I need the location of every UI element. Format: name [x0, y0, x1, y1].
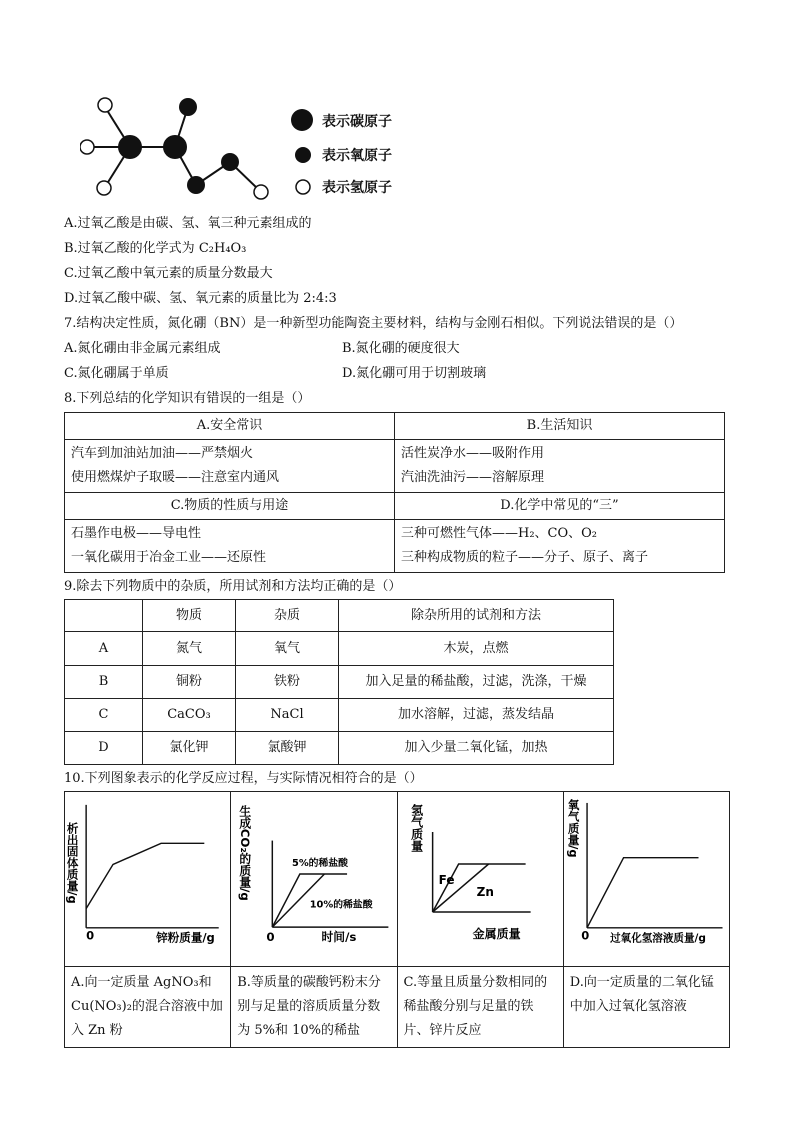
q9-cell: A: [65, 632, 143, 666]
molecule-diagram: [80, 92, 280, 202]
graph-b: [231, 792, 396, 958]
legend-oxygen-label: 表示氧原子: [322, 148, 392, 164]
graph-c-cell: [397, 792, 563, 967]
q6-option-d: D.过氧乙酸中碳、氢、氧元素的质量比为 2:4:3: [64, 291, 337, 306]
q8-table: [64, 412, 725, 573]
q9-cell: CaCO₃: [143, 699, 236, 732]
q6-option-b: B.过氧乙酸的化学式为 C₂H₄O₃: [64, 241, 247, 256]
legend-carbon-label: 表示碳原子: [322, 114, 392, 130]
graph-d-caption: D.向一定质量的二氧化锰中加入过氧化氢溶液: [563, 967, 729, 1048]
q9-cell: 铜粉: [143, 666, 236, 699]
q9-header: [65, 600, 143, 632]
oxygen-atom: [187, 176, 205, 194]
graph-a-ylabel: 析出固体质量/g: [65, 822, 80, 904]
graph-c: [398, 792, 563, 958]
oxygen-atom: [179, 98, 197, 116]
q9-cell: NaCl: [236, 699, 339, 732]
q8-stem: 8.下列总结的化学知识有错误的一组是（）: [64, 391, 311, 406]
graph-a-caption: A.向一定质量 AgNO₃和 Cu(NO₃)₂的混合溶液中加入 Zn 粉: [65, 967, 231, 1048]
graph-d: [564, 792, 729, 958]
carbon-atom: [163, 135, 187, 159]
q9-cell: 木炭，点燃: [339, 632, 614, 666]
q8-cell-b-title: B.生活知识: [395, 413, 725, 440]
q8-cell-b-line: 活性炭净水——吸附作用: [401, 446, 545, 461]
graph-a: [65, 792, 230, 958]
q7-option-c: C.氮化硼属于单质: [64, 366, 169, 381]
q8-cell-a-line: 汽车到加油站加油——严禁烟火: [71, 446, 254, 461]
graph-c-caption: C.等量且质量分数相同的稀盐酸分别与足量的铁片、锌片反应: [397, 967, 563, 1048]
oxygen-atom: [221, 153, 239, 171]
hydrogen-atom: [254, 185, 268, 199]
graph-d-cell: [563, 792, 729, 967]
q9-cell: 氯化钾: [143, 732, 236, 765]
q9-cell: 铁粉: [236, 666, 339, 699]
q8-cell-c-line: 一氧化碳用于冶金工业——还原性: [71, 550, 267, 565]
q9-header: 除杂所用的试剂和方法: [339, 600, 614, 632]
graph-b-series-label: 5%的稀盐酸: [292, 858, 349, 870]
graph-c-series-label: Fe: [438, 873, 454, 887]
q9-cell: D: [65, 732, 143, 765]
q9-cell: 氮气: [143, 632, 236, 666]
q9-header: 物质: [143, 600, 236, 632]
q7-option-d: D.氮化硼可用于切割玻璃: [342, 366, 487, 381]
q9-stem: 9.除去下列物质中的杂质，所用试剂和方法均正确的是（）: [64, 579, 402, 594]
graph-d-xlabel: 过氧化氢溶液质量/g: [609, 932, 706, 945]
q8-cell-a-line: 使用燃煤炉子取暖——注意室内通风: [71, 470, 280, 485]
q9-cell: 加入少量二氧化锰，加热: [339, 732, 614, 765]
legend-oxygen-icon: [293, 145, 313, 165]
q8-cell-c-line: 石墨作电极——导电性: [71, 526, 202, 541]
graph-a-cell: [65, 792, 231, 967]
q8-cell-d-title: D.化学中常见的“三”: [395, 493, 725, 520]
q10-stem: 10.下列图象表示的化学反应过程，与实际情况相符合的是（）: [64, 771, 423, 786]
q9-table: [64, 599, 614, 765]
hydrogen-atom: [80, 140, 94, 154]
graph-b-origin: 0: [266, 929, 275, 944]
graph-c-xlabel: 金属质量: [472, 927, 521, 941]
graph-a-xlabel: 锌粉质量/g: [156, 930, 215, 945]
q10-table: [64, 791, 730, 1048]
graph-d-origin: 0: [581, 928, 590, 943]
q6-option-c: C.过氧乙酸中氧元素的质量分数最大: [64, 266, 273, 281]
q8-cell-a-title: A.安全常识: [65, 413, 395, 440]
q7-option-a: A.氮化硼由非金属元素组成: [64, 341, 221, 356]
legend-hydrogen-label: 表示氢原子: [322, 180, 392, 196]
legend-hydrogen-icon: [294, 178, 312, 196]
q9-header: 杂质: [236, 600, 339, 632]
q8-cell-c-title: C.物质的性质与用途: [65, 493, 395, 520]
q8-cell-b-line: 汽油洗油污——溶解原理: [401, 470, 545, 485]
q9-cell: C: [65, 699, 143, 732]
hydrogen-atom: [98, 98, 112, 112]
q7-stem: 7.结构决定性质，氮化硼（BN）是一种新型功能陶瓷主要材料，结构与金刚石相似。下列说法错误的是（）: [64, 316, 683, 331]
graph-b-caption: B.等质量的碳酸钙粉末分别与足量的溶质质量分数为 5%和 10%的稀盐: [231, 967, 397, 1048]
graph-a-origin: 0: [86, 928, 95, 943]
graph-d-ylabel: 氧气质量/g: [566, 799, 581, 858]
graph-b-series-label: 10%的稀盐酸: [309, 899, 373, 911]
q9-cell: 加入足量的稀盐酸，过滤，洗涤，干燥: [339, 666, 614, 699]
q8-cell-d-line: 三种构成物质的粒子——分子、原子、离子: [401, 550, 649, 565]
carbon-atom: [118, 135, 142, 159]
graph-b-ylabel: 生成CO₂的质量/g: [238, 805, 253, 901]
legend-carbon-icon: [290, 108, 314, 132]
graph-b-xlabel: 时间/s: [321, 929, 357, 944]
q8-cell-d-line: 三种可燃性气体——H₂、CO、O₂: [401, 526, 598, 541]
q6-option-a: A.过氧乙酸是由碳、氢、氧三种元素组成的: [64, 216, 312, 231]
q9-cell: 加水溶解，过滤，蒸发结晶: [339, 699, 614, 732]
graph-c-ylabel: 氢气质量: [409, 804, 424, 852]
q9-cell: B: [65, 666, 143, 699]
hydrogen-atom: [97, 181, 111, 195]
q9-cell: 氧气: [236, 632, 339, 666]
graph-b-cell: [231, 792, 397, 967]
q9-cell: 氯酸钾: [236, 732, 339, 765]
q7-option-b: B.氮化硼的硬度很大: [342, 341, 460, 356]
graph-c-series-label: Zn: [476, 885, 494, 899]
